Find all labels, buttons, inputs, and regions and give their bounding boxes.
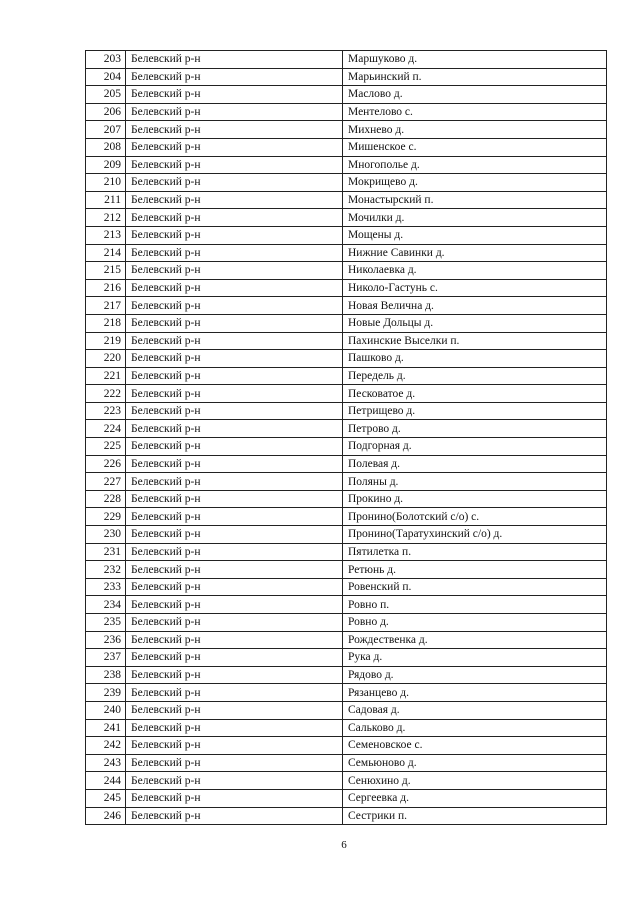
row-number: 224 [86,420,126,438]
district-name: Белевский р-н [126,649,343,667]
district-name: Белевский р-н [126,455,343,473]
locality-name: Ментелово с. [343,103,607,121]
locality-name: Мочилки д. [343,209,607,227]
locality-name: Петрищево д. [343,402,607,420]
district-name: Белевский р-н [126,543,343,561]
row-number: 214 [86,244,126,262]
district-name: Белевский р-н [126,596,343,614]
district-name: Белевский р-н [126,402,343,420]
district-name: Белевский р-н [126,138,343,156]
table-row [86,332,607,350]
district-name: Белевский р-н [126,156,343,174]
row-number: 221 [86,367,126,385]
district-name: Белевский р-н [126,701,343,719]
row-number: 204 [86,68,126,86]
locality-table-container [85,50,606,825]
table-row [86,561,607,579]
row-number: 239 [86,684,126,702]
table-row [86,438,607,456]
table-row [86,789,607,807]
locality-name: Ретюнь д. [343,561,607,579]
locality-name: Мощены д. [343,226,607,244]
table-row [86,86,607,104]
district-name: Белевский р-н [126,226,343,244]
district-name: Белевский р-н [126,737,343,755]
locality-name: Ровенский п. [343,578,607,596]
locality-name: Ровно п. [343,596,607,614]
table-row [86,174,607,192]
row-number: 203 [86,51,126,69]
row-number: 226 [86,455,126,473]
row-number: 209 [86,156,126,174]
table-row [86,279,607,297]
locality-name: Пронино(Таратухинский с/о) д. [343,526,607,544]
table-row [86,737,607,755]
row-number: 234 [86,596,126,614]
locality-name: Рязанцево д. [343,684,607,702]
row-number: 205 [86,86,126,104]
table-row [86,508,607,526]
row-number: 230 [86,526,126,544]
locality-name: Семеновское с. [343,737,607,755]
row-number: 207 [86,121,126,139]
row-number: 217 [86,297,126,315]
district-name: Белевский р-н [126,103,343,121]
district-name: Белевский р-н [126,244,343,262]
locality-name: Марьинский п. [343,68,607,86]
row-number: 237 [86,649,126,667]
row-number: 238 [86,666,126,684]
district-name: Белевский р-н [126,614,343,632]
row-number: 212 [86,209,126,227]
row-number: 229 [86,508,126,526]
table-row [86,297,607,315]
row-number: 232 [86,561,126,579]
district-name: Белевский р-н [126,121,343,139]
table-row [86,666,607,684]
row-number: 227 [86,473,126,491]
locality-table-body [86,51,607,825]
locality-name: Садовая д. [343,701,607,719]
table-row [86,614,607,632]
district-name: Белевский р-н [126,350,343,368]
table-row [86,719,607,737]
table-row [86,121,607,139]
row-number: 245 [86,789,126,807]
district-name: Белевский р-н [126,561,343,579]
locality-name: Нижние Савинки д. [343,244,607,262]
district-name: Белевский р-н [126,789,343,807]
locality-name: Сенюхино д. [343,772,607,790]
locality-name: Ровно д. [343,614,607,632]
table-row [86,772,607,790]
row-number: 206 [86,103,126,121]
locality-name: Николаевка д. [343,262,607,280]
table-row [86,367,607,385]
locality-name: Новые Дольцы д. [343,314,607,332]
page-number: 6 [341,839,347,851]
district-name: Белевский р-н [126,68,343,86]
locality-name: Поляны д. [343,473,607,491]
locality-name: Рождественка д. [343,631,607,649]
district-name: Белевский р-н [126,684,343,702]
locality-name: Сальково д. [343,719,607,737]
row-number: 218 [86,314,126,332]
locality-name: Михнево д. [343,121,607,139]
table-row [86,103,607,121]
locality-name: Подгорная д. [343,438,607,456]
table-row [86,262,607,280]
district-name: Белевский р-н [126,631,343,649]
table-row [86,578,607,596]
district-name: Белевский р-н [126,578,343,596]
row-number: 211 [86,191,126,209]
locality-name: Сестрики п. [343,807,607,825]
district-name: Белевский р-н [126,262,343,280]
locality-name: Маслово д. [343,86,607,104]
locality-name: Рука д. [343,649,607,667]
row-number: 210 [86,174,126,192]
district-name: Белевский р-н [126,367,343,385]
row-number: 223 [86,402,126,420]
table-row [86,209,607,227]
locality-name: Передель д. [343,367,607,385]
locality-name: Песковатое д. [343,385,607,403]
district-name: Белевский р-н [126,279,343,297]
locality-name: Полевая д. [343,455,607,473]
locality-name: Николо-Гастунь с. [343,279,607,297]
district-name: Белевский р-н [126,719,343,737]
table-row [86,226,607,244]
row-number: 231 [86,543,126,561]
district-name: Белевский р-н [126,191,343,209]
table-row [86,350,607,368]
district-name: Белевский р-н [126,385,343,403]
district-name: Белевский р-н [126,772,343,790]
table-row [86,420,607,438]
district-name: Белевский р-н [126,438,343,456]
district-name: Белевский р-н [126,473,343,491]
district-name: Белевский р-н [126,666,343,684]
row-number: 220 [86,350,126,368]
row-number: 246 [86,807,126,825]
row-number: 213 [86,226,126,244]
district-name: Белевский р-н [126,314,343,332]
table-row [86,68,607,86]
locality-name: Монастырский п. [343,191,607,209]
locality-table [85,50,607,825]
locality-name: Прокино д. [343,490,607,508]
district-name: Белевский р-н [126,526,343,544]
row-number: 208 [86,138,126,156]
row-number: 235 [86,614,126,632]
district-name: Белевский р-н [126,332,343,350]
row-number: 216 [86,279,126,297]
table-row [86,455,607,473]
table-row [86,596,607,614]
table-row [86,807,607,825]
locality-name: Пахинские Выселки п. [343,332,607,350]
district-name: Белевский р-н [126,807,343,825]
district-name: Белевский р-н [126,297,343,315]
table-row [86,490,607,508]
locality-name: Семьюново д. [343,754,607,772]
table-row [86,51,607,69]
locality-name: Пронино(Болотский с/о) с. [343,508,607,526]
table-row [86,473,607,491]
table-row [86,138,607,156]
table-row [86,701,607,719]
table-row [86,402,607,420]
district-name: Белевский р-н [126,490,343,508]
row-number: 225 [86,438,126,456]
district-name: Белевский р-н [126,508,343,526]
table-row [86,684,607,702]
row-number: 215 [86,262,126,280]
row-number: 222 [86,385,126,403]
locality-name: Маршуково д. [343,51,607,69]
table-row [86,314,607,332]
locality-name: Пашково д. [343,350,607,368]
district-name: Белевский р-н [126,420,343,438]
district-name: Белевский р-н [126,754,343,772]
table-row [86,156,607,174]
locality-name: Новая Велична д. [343,297,607,315]
row-number: 242 [86,737,126,755]
district-name: Белевский р-н [126,86,343,104]
row-number: 219 [86,332,126,350]
district-name: Белевский р-н [126,51,343,69]
locality-name: Пятилетка п. [343,543,607,561]
row-number: 240 [86,701,126,719]
locality-name: Мишенское с. [343,138,607,156]
district-name: Белевский р-н [126,209,343,227]
table-row [86,754,607,772]
row-number: 244 [86,772,126,790]
district-name: Белевский р-н [126,174,343,192]
table-row [86,385,607,403]
table-row [86,191,607,209]
locality-name: Рядово д. [343,666,607,684]
row-number: 228 [86,490,126,508]
locality-name: Многополье д. [343,156,607,174]
table-row [86,543,607,561]
row-number: 236 [86,631,126,649]
table-row [86,526,607,544]
locality-name: Сергеевка д. [343,789,607,807]
locality-name: Петрово д. [343,420,607,438]
table-row [86,649,607,667]
row-number: 241 [86,719,126,737]
locality-name: Мокрищево д. [343,174,607,192]
table-row [86,244,607,262]
row-number: 243 [86,754,126,772]
row-number: 233 [86,578,126,596]
table-row [86,631,607,649]
